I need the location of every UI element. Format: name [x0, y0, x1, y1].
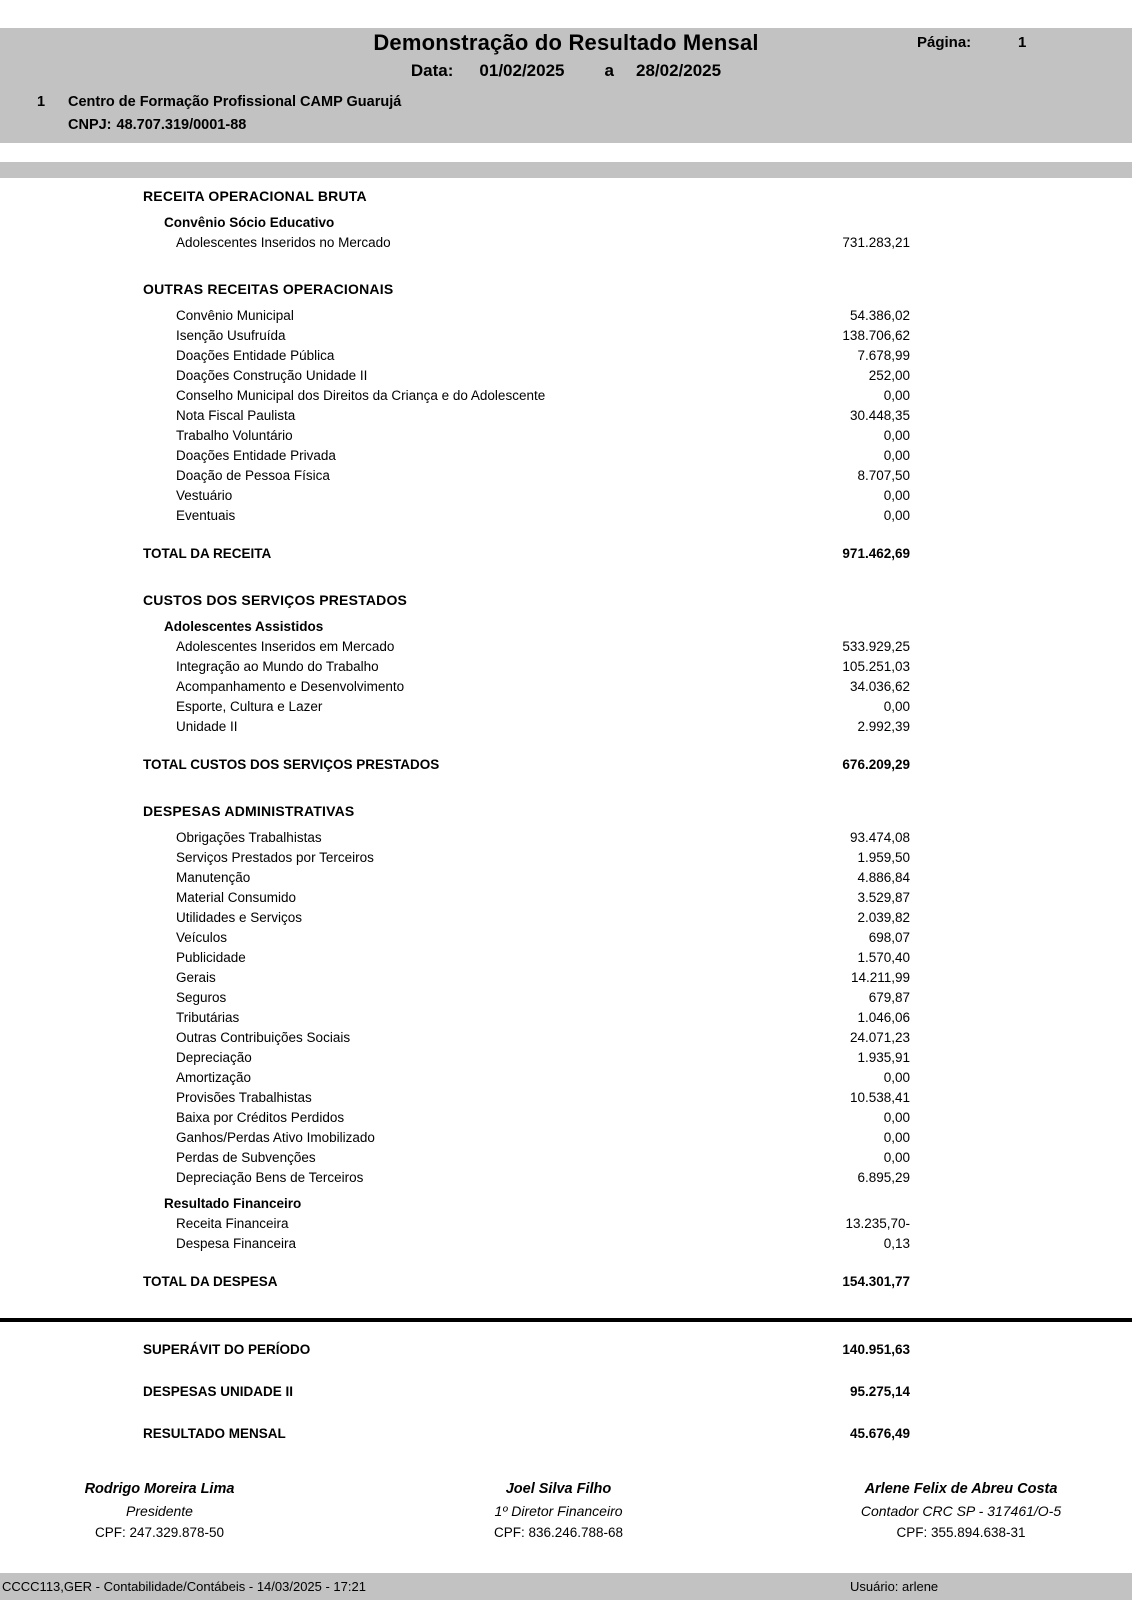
report-section-row — [0, 279, 1132, 300]
row-label: TOTAL DA RECEITA — [143, 546, 272, 561]
report-item-row — [0, 717, 1132, 737]
row-value: 679,87 — [868, 990, 910, 1005]
row-label: Doações Entidade Pública — [176, 348, 335, 363]
row-label: Resultado Financeiro — [164, 1196, 302, 1211]
date-line — [0, 61, 1132, 81]
report-item-row — [0, 828, 1132, 848]
row-value: 10.538,41 — [849, 1090, 910, 1105]
report-total-row — [0, 1272, 1132, 1292]
row-label: Nota Fiscal Paulista — [176, 408, 296, 423]
row-value: 14.211,99 — [850, 970, 910, 985]
row-label: Veículos — [176, 930, 228, 945]
report-item-row — [0, 386, 1132, 406]
date-start: 01/02/2025 — [479, 61, 565, 80]
row-label: TOTAL DA DESPESA — [143, 1274, 278, 1289]
row-label: Amortização — [176, 1070, 252, 1085]
page-number: 1 — [1018, 34, 1027, 51]
row-label: Material Consumido — [176, 890, 297, 905]
row-label: Doações Construção Unidade II — [176, 368, 368, 383]
row-label: Depreciação — [176, 1050, 252, 1065]
row-value: 105.251,03 — [842, 659, 910, 674]
report-section-row — [0, 186, 1132, 207]
row-value: 971.462,69 — [842, 546, 910, 561]
row-label: Doação de Pessoa Física — [176, 468, 330, 483]
row-value: 8.707,50 — [857, 468, 910, 483]
row-label: Seguros — [176, 990, 227, 1005]
date-end: 28/02/2025 — [635, 61, 722, 80]
report-item-row — [0, 637, 1132, 657]
row-value: 533.929,25 — [842, 639, 910, 654]
date-connector: a — [604, 61, 614, 80]
row-label: Convênio Municipal — [176, 308, 294, 323]
row-label: DESPESAS ADMINISTRATIVAS — [143, 803, 355, 819]
row-value: 30.448,35 — [849, 408, 910, 423]
row-label: Gerais — [176, 970, 216, 985]
report-item-row — [0, 446, 1132, 466]
row-label: Perdas de Subvenções — [176, 1150, 316, 1165]
row-value: 93.474,08 — [849, 830, 910, 845]
footer-system-info: CCCC113,GER - Contabilidade/Contábeis - 14/03/2025 - 17:21 — [2, 1579, 366, 1594]
row-value: 0,00 — [883, 1130, 910, 1145]
report-item-row — [0, 1108, 1132, 1128]
signer-cpf: CPF: 836.246.788-68 — [493, 1525, 624, 1540]
row-value: 54.386,02 — [849, 308, 910, 323]
row-value: 1.570,40 — [857, 950, 910, 965]
row-label: Adolescentes Assistidos — [164, 619, 324, 634]
report-item-row — [0, 233, 1132, 253]
row-value: 34.036,62 — [849, 679, 910, 694]
report-item-row — [0, 657, 1132, 677]
signer-role: Presidente — [126, 1502, 193, 1519]
report-blocks — [0, 178, 1132, 1444]
report-item-row — [0, 1048, 1132, 1068]
row-value: 0,00 — [883, 428, 910, 443]
report-subheading-row — [0, 213, 1132, 233]
report-item-row — [0, 1028, 1132, 1048]
row-label: Esporte, Cultura e Lazer — [176, 699, 323, 714]
report-item-row — [0, 1214, 1132, 1234]
row-label: Adolescentes Inseridos em Mercado — [176, 639, 395, 654]
report-item-row — [0, 1068, 1132, 1088]
row-value: 138.706,62 — [842, 328, 910, 343]
cnpj-row — [68, 117, 246, 133]
report-item-row — [0, 466, 1132, 486]
report-grand-row — [0, 1340, 1132, 1360]
row-value: 4.886,84 — [857, 870, 910, 885]
report-item-row — [0, 306, 1132, 326]
row-value: 0,00 — [883, 488, 910, 503]
report-item-row — [0, 366, 1132, 386]
row-value: 2.039,82 — [857, 910, 910, 925]
report-section-row — [0, 801, 1132, 822]
row-value: 0,00 — [883, 388, 910, 403]
date-label: Data: — [410, 61, 454, 80]
report-item-row — [0, 1128, 1132, 1148]
report-item-row — [0, 697, 1132, 717]
page-label: Página: — [917, 34, 972, 51]
report-grand-row — [0, 1382, 1132, 1402]
row-value: 0,00 — [883, 1150, 910, 1165]
divider-rule — [0, 1318, 1132, 1322]
signer-name: Rodrigo Moreira Lima — [84, 1481, 235, 1497]
row-label: Serviços Prestados por Terceiros — [176, 850, 374, 865]
row-value: 154.301,77 — [842, 1274, 910, 1289]
row-value: 0,00 — [883, 699, 910, 714]
report-item-row — [0, 406, 1132, 426]
row-label: Tributárias — [176, 1010, 240, 1025]
signature-president — [37, 1479, 282, 1544]
report-item-row — [0, 908, 1132, 928]
row-label: Depreciação Bens de Terceiros — [176, 1170, 364, 1185]
row-value: 45.676,49 — [849, 1426, 910, 1441]
row-value: 1.959,50 — [857, 850, 910, 865]
row-value: 0,00 — [883, 1110, 910, 1125]
row-label: RESULTADO MENSAL — [143, 1426, 286, 1441]
row-value: 95.275,14 — [849, 1384, 910, 1399]
row-label: Doações Entidade Privada — [176, 448, 336, 463]
report-item-row — [0, 1008, 1132, 1028]
report-item-row — [0, 868, 1132, 888]
report-item-row — [0, 948, 1132, 968]
header-sub-band — [0, 162, 1132, 178]
row-label: Outras Contribuições Sociais — [176, 1030, 351, 1045]
report-item-row — [0, 928, 1132, 948]
row-label: Ganhos/Perdas Ativo Imobilizado — [176, 1130, 375, 1145]
row-label: Convênio Sócio Educativo — [164, 215, 335, 230]
row-label: Trabalho Voluntário — [176, 428, 293, 443]
signer-cpf: CPF: 355.894.638-31 — [896, 1525, 1026, 1540]
row-label: Receita Financeira — [176, 1216, 289, 1231]
report-grand-row — [0, 1424, 1132, 1444]
report-subheading-row — [0, 1194, 1132, 1214]
row-value: 3.529,87 — [857, 890, 910, 905]
report-item-row — [0, 346, 1132, 366]
row-label: Adolescentes Inseridos no Mercado — [176, 235, 391, 250]
row-label: Baixa por Créditos Perdidos — [176, 1110, 345, 1125]
row-value: 1.935,91 — [857, 1050, 910, 1065]
row-label: RECEITA OPERACIONAL BRUTA — [143, 188, 367, 204]
row-label: TOTAL CUSTOS DOS SERVIÇOS PRESTADOS — [143, 757, 440, 772]
report-total-row — [0, 755, 1132, 775]
report-item-row — [0, 1088, 1132, 1108]
row-label: Conselho Municipal dos Direitos da Criança e do Adolescente — [176, 388, 546, 403]
row-label: SUPERÁVIT DO PERÍODO — [143, 1342, 311, 1357]
row-value: 0,00 — [883, 448, 910, 463]
row-value: 731.283,21 — [842, 235, 910, 250]
row-label: Isenção Usufruída — [176, 328, 286, 343]
row-label: Utilidades e Serviços — [176, 910, 303, 925]
row-value: 24.071,23 — [849, 1030, 910, 1045]
footer-user: Usuário: arlene — [850, 1579, 939, 1594]
report-total-row — [0, 544, 1132, 564]
signer-role: 1º Diretor Financeiro — [494, 1502, 623, 1519]
report-section-row — [0, 590, 1132, 611]
report-item-row — [0, 1148, 1132, 1168]
row-label: Acompanhamento e Desenvolvimento — [176, 679, 405, 694]
row-value: 0,13 — [883, 1236, 910, 1251]
company-name: Centro de Formação Profissional CAMP Guarujá — [68, 94, 402, 110]
row-label: DESPESAS UNIDADE II — [143, 1384, 294, 1399]
row-value: 7.678,99 — [857, 348, 910, 363]
signer-name: Arlene Felix de Abreu Costa — [864, 1481, 1058, 1497]
report-item-row — [0, 968, 1132, 988]
row-value: 252,00 — [868, 368, 910, 383]
row-label: Integração ao Mundo do Trabalho — [176, 659, 379, 674]
row-value: 2.992,39 — [857, 719, 910, 734]
row-label: Vestuário — [176, 488, 233, 503]
row-label: Provisões Trabalhistas — [176, 1090, 312, 1105]
row-value: 13.235,70- — [845, 1216, 910, 1231]
row-label: Publicidade — [176, 950, 246, 965]
row-value: 140.951,63 — [842, 1342, 910, 1357]
row-label: CUSTOS DOS SERVIÇOS PRESTADOS — [143, 592, 408, 608]
signer-cpf: CPF: 247.329.878-50 — [94, 1525, 225, 1540]
row-label: Manutenção — [176, 870, 251, 885]
report-item-row — [0, 888, 1132, 908]
row-label: Eventuais — [176, 508, 236, 523]
report-item-row — [0, 1234, 1132, 1254]
company-number: 1 — [37, 94, 46, 110]
row-value: 0,00 — [883, 1070, 910, 1085]
cnpj-label: CNPJ: — [68, 117, 112, 133]
report-title: Demonstração do Resultado Mensal — [373, 30, 759, 55]
signature-accountant — [826, 1479, 1096, 1544]
row-value: 1.046,06 — [857, 1010, 910, 1025]
row-value: 676.209,29 — [842, 757, 910, 772]
signature-financial-director — [436, 1479, 681, 1544]
report-item-row — [0, 326, 1132, 346]
row-label: OUTRAS RECEITAS OPERACIONAIS — [143, 281, 394, 297]
report-item-row — [0, 486, 1132, 506]
signer-role: Contador CRC SP - 317461/O-5 — [860, 1502, 1062, 1519]
row-label: Unidade II — [176, 719, 238, 734]
row-value: 6.895,29 — [857, 1170, 910, 1185]
cnpj-value: 48.707.319/0001-88 — [116, 117, 247, 133]
row-value: 0,00 — [883, 508, 910, 523]
report-item-row — [0, 426, 1132, 446]
row-label: Despesa Financeira — [176, 1236, 297, 1251]
signer-name: Joel Silva Filho — [505, 1481, 612, 1497]
footer-bar — [0, 1573, 1132, 1600]
report-item-row — [0, 677, 1132, 697]
report-item-row — [0, 848, 1132, 868]
report-item-row — [0, 988, 1132, 1008]
report-subheading-row — [0, 617, 1132, 637]
report-item-row — [0, 506, 1132, 526]
row-value: 698,07 — [868, 930, 910, 945]
report-item-row — [0, 1168, 1132, 1188]
row-label: Obrigações Trabalhistas — [176, 830, 322, 845]
